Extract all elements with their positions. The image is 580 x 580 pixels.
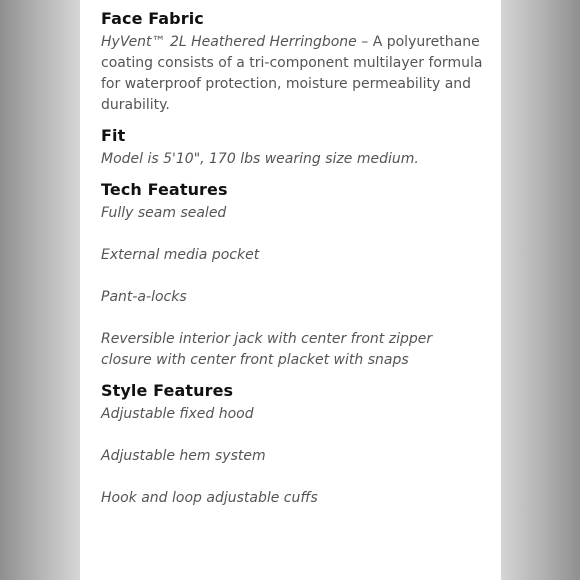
section-fit [101, 125, 483, 170]
fabric-description-text: – A polyurethane coating consists of a tri-component multilayer formula for waterproof protection, moisture permeability and durability. [101, 34, 483, 113]
section-heading: Style Features [101, 381, 234, 400]
list-item: Fully seam sealed [101, 205, 227, 221]
fabric-name: HyVent™ 2L Heathered Herringbone [101, 34, 357, 50]
list-item: Pant-a-locks [101, 289, 187, 305]
face-fabric-description [101, 32, 483, 116]
list-item: Adjustable fixed hood [101, 406, 254, 422]
list-item: Reversible interior jack with center front zipper closure with center front placket with snaps [101, 331, 433, 368]
section-heading: Face Fabric [101, 9, 204, 28]
list-item: Model is 5'10", 170 lbs wearing size medium. [101, 151, 419, 167]
product-details-card [80, 0, 501, 580]
section-style-features [101, 380, 483, 509]
section-tech-features [101, 179, 483, 371]
list-item: External media pocket [101, 247, 260, 263]
list-item: Hook and loop adjustable cuffs [101, 490, 318, 506]
list-item: Adjustable hem system [101, 448, 266, 464]
section-face-fabric [101, 8, 483, 116]
section-heading: Tech Features [101, 180, 228, 199]
section-heading: Fit [101, 126, 126, 145]
